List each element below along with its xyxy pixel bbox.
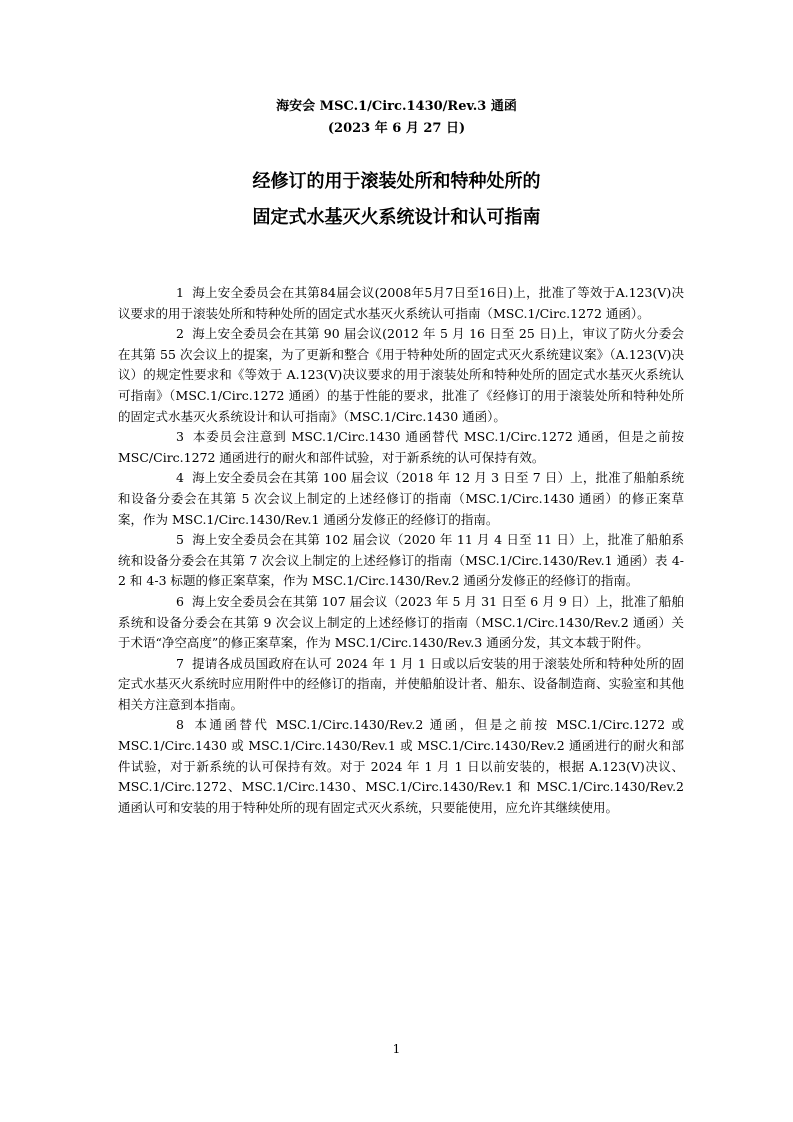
paragraph-text: 海上安全委员会在其第 102 届会议（2020 年 11 月 4 日至 11 日）上，批准了船舶系统和设备分委会在其第 7 次会议上制定的上述经修订的指南（MSC.1/Circ.1430/Rev.1 通函）表 4-2 和 4-3 标题的修正案草案，作为 MSC.1/Circ.1430/Rev.2 通函分发修正的经修订的指南。: [118, 532, 684, 589]
paragraph-3: [118, 427, 684, 468]
paragraph-text: 本通函替代 MSC.1/Circ.1430/Rev.2 通函，但是之前按 MSC.1/Circ.1272 或 MSC.1/Circ.1430 或 MSC.1/Circ.1430/Rev.1 或 MSC.1/Circ.1430/Rev.2 通函进行的耐火和部件试验，对于新系统的认可保持有效。对于 2024 年 1 月 1 日以前安装的，根据 A.123(V)决议、MSC.1/Circ.1272、MSC.1/Circ.1430、MSC.1/Circ.1430/Rev.1 和 MSC.1/Circ.1430/Rev.2 通函认可和安装的用于特种处所的现有固定式灭火系统，只要能使用，应允许其继续使用。: [118, 717, 684, 815]
paragraph-number: 2: [176, 326, 184, 342]
paragraph-number: 8: [176, 717, 184, 733]
paragraph-2: [118, 324, 684, 427]
circular-reference: 海安会 MSC.1/Circ.1430/Rev.3 通函: [276, 99, 517, 114]
paragraph-7: [118, 654, 684, 716]
paragraph-text: 海上安全委员会在其第 107 届会议（2023 年 5 月 31 日至 6 月 9 日）上，批准了船舶系统和设备分委会在其第 9 次会议上制定的上述经修订的指南（MSC.1/Circ.1430/Rev.2 通函）关于术语“净空高度”的修正案草案，作为 MSC.1/Circ.1430/Rev.3 通函分发，其文本载于附件。: [118, 593, 684, 651]
document-title-line-1: 经修订的用于滚装处所和特种处所的: [252, 171, 541, 192]
paragraph-number: 1: [176, 285, 184, 300]
page-number: 1: [392, 1042, 401, 1056]
paragraph-text: 提请各成员国政府在认可 2024 年 1 月 1 日或以后安装的用于滚装处所和特种处所的固定式水基灭火系统时应用附件中的经修订的指南，并使船舶设计者、船东、设备制造商、实验室和其他相关方注意到本指南。: [118, 655, 684, 712]
document-title-line-2: 固定式水基灭火系统设计和认可指南: [252, 207, 541, 228]
paragraph-text: 海上安全委员会在其第 100 届会议（2018 年 12 月 3 日至 7 日）上，批准了船舶系统和设备分委会在其第 5 次会议上制定的上述经修订的指南（MSC.1/Circ.1430 通函）的修正案草案，作为 MSC.1/Circ.1430/Rev.1 通函分发修正的经修订的指南。: [118, 470, 684, 527]
paragraph-text: 本委员会注意到 MSC.1/Circ.1430 通函替代 MSC.1/Circ.1272 通函，但是之前按 MSC/Circ.1272 通函进行的耐火和部件试验，对于新系统的认可保持有效。: [118, 429, 684, 465]
paragraph-number: 6: [176, 593, 184, 609]
paragraph-text: 海上安全委员会在其第 90 届会议(2012 年 5 月 16 日至 25 日)上，审议了防火分委会在其第 55 次会议上的提案，为了更新和整合《用于特种处所的固定式灭火系统建议案》（A.123(V)决议）的规定性要求和《等效于 A.123(V)决议要求的用于滚装处所和特种处所的固定式水基灭火系统认可指南》（MSC.1/Circ.1272 通函）的基于性能的要求，批准了《经修订的用于滚装处所和特种处所的固定式水基灭火系统设计和认可指南》（MSC.1/Circ.1430 通函）。: [118, 326, 684, 424]
paragraph-number: 3: [176, 429, 184, 445]
paragraph-text: 海上安全委员会在其第84届会议(2008年5月7日至16日)上，批准了等效于A.123(V)决议要求的用于滚装处所和特种处所的固定式水基灭火系统认可指南（MSC.1/Circ.1272 通函）。: [118, 285, 684, 321]
paragraph-4: [118, 468, 684, 530]
paragraph-number: 7: [176, 655, 184, 671]
circular-date: (2023 年 6 月 27 日): [327, 121, 466, 136]
document-body: [118, 283, 684, 818]
paragraph-5: [118, 530, 684, 592]
paragraph-8: [118, 715, 684, 818]
paragraph-number: 5: [176, 532, 184, 548]
paragraph-1: [118, 283, 684, 324]
paragraph-6: [118, 592, 684, 654]
paragraph-number: 4: [176, 470, 184, 486]
